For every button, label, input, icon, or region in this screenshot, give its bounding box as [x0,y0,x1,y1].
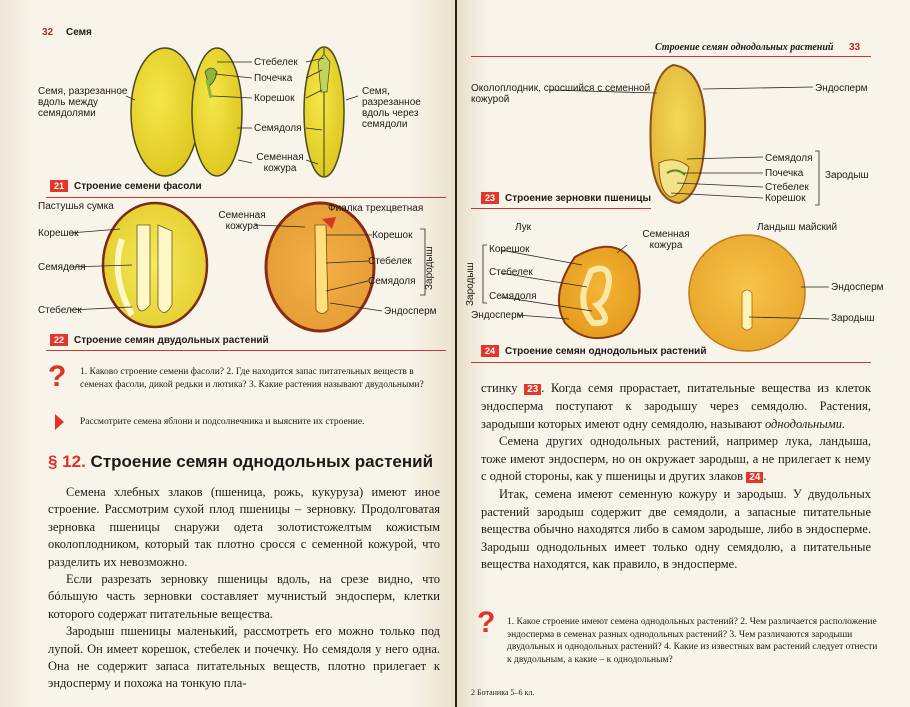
section-heading [48,452,433,472]
fig22-right-title: Фиалка трехцветная [328,203,424,214]
fig22-endosperm-label: Эндосперм [384,306,437,317]
fig22-stem-right-label: Стебелек [368,256,412,267]
fig24-seed-coat-label: Семенная кожура [642,229,690,251]
paragraph: Если разрезать зерновку пшеницы вдоль, на срезе видно, что бóльшую часть зерновки составляет мучнистый эндосперм, клетки которого содержат питательные вещества. [48,572,440,621]
fig22-seed-coat-label: Семенная кожура [218,210,266,232]
paragraph: Зародыш пшеницы маленький, рассмотреть его можно только под лупой. Он имеет корешок, стебелек и почечку. Но семядоля у него одна. Она не содержит запаса питательных веществ, плотно прилегает к эндосперму и похожа на тонкую пла- [48,624,440,691]
fig22-stem-left-label: Стебелек [38,305,82,316]
fig23-number: 23 [481,192,499,204]
divider [46,350,446,351]
divider [471,362,871,363]
fig21-right-label: Семя, разрезанное вдоль через семядоли [362,86,421,130]
paragraph: Итак, семена имеют семенную кожуру и зародыш. У двудольных растений зародыш содержит две семядоли, а запасные питательные вещества обычно находятся либо в самом зародыше, либо в эндосперме. Зародыш однодольных имеет только одну семядолю, а питательные вещества находятся, как правило, в эндосперме. [481,487,871,572]
fig24-cotyledon-label: Семядоля [489,291,537,302]
fig21-coat-label: Семенная кожура [256,152,304,174]
fig24-right-title: Ландыш майский [757,222,838,233]
fig22-root-right-label: Корешок [372,230,413,241]
right-body-text [481,380,871,573]
questions-right: 1. Какое строение имеют семена однодольных растений? 2. Чем различается расположение эндосперма в семенах разных однодольных растений? 3. Чем различаются зародыши двудольных и однодольных растений? 4. Какие из известных вам растений следует отнести к двудольным, а какие – к однодольным? [507,617,878,665]
fig24-endosperm-left-label: Эндосперм [471,310,524,321]
fig23-root-label: Корешок [765,193,806,204]
fig21-cotyledon-label: Семядоля [254,123,302,134]
paragraph: Семена хлебных злаков (пшеница, рожь, кукуруза) имеют иное строение. Рассмотрим сухой плод пшеницы – зерновку. Продолговатая зерновка пшеницы снаружи одета золотистожелтым кожистым околоплодником, который так плотно сросся с семенной кожурой, что разделить их невозможно. [48,485,440,569]
fig24-caption [481,345,706,357]
fig22-cotyledon-left-label: Семядоля [38,262,86,273]
paragraph: стинку 23 . Когда семя прорастает, питательные вещества из клеток эндосперма поступают к зародышу через семядолю. Растения, зародыши которых имеют одну семядолю, называют однодольными. [481,381,872,431]
section-number: § 12. [48,452,86,471]
fig24-left-title: Лук [515,222,532,233]
figure-ref-24: 24 [746,472,763,483]
question-mark-icon: ? [477,606,496,639]
page-number-right: 33 [849,42,861,53]
fig22-left-title: Пастушья сумка [38,201,114,212]
left-body-text [48,484,440,693]
fig24-embryo-vertical-label: Зародыш [465,262,476,306]
fig23-cotyledon-label: Семядоля [765,153,813,164]
paragraph: Семена других однодольных растений, например лука, ландыша, тоже имеют эндосперм, но он окружает зародыш, а не прилегает к нему с одной стороны, как у пшеницы и других злаков 24 . [481,434,871,484]
fig24-caption-text: Строение семян однодольных растений [505,345,707,357]
fig23-stem-label: Стебелек [765,182,809,193]
task-arrow-icon [55,414,64,430]
page-number-left: 32 [42,27,54,38]
fig21-caption [50,180,202,192]
fig22-embryo-label: Зародыш [424,246,435,290]
divider [471,208,651,209]
fig22-cotyledon-right-label: Семядоля [368,276,416,287]
questions-left: 1. Каково строение семени фасоли? 2. Где находится запас питательных веществ в семенах фасоли, дикой редьки и лютика? 3. Какие растения называют двудольными? [80,367,424,390]
fig23-embryo-label: Зародыш [825,170,869,181]
fig22-caption-text: Строение семян двудольных растений [74,334,269,346]
fig23-caption [481,192,651,204]
fig21-root-label: Корешок [254,93,295,104]
page-footer: 2 Ботаника 5–6 кл. [471,688,535,697]
fig21-caption-text: Строение семени фасоли [74,180,202,192]
fig23-pericarp-label: Околоплодник, сросшийся с семенной кожурой [471,83,651,105]
fig21-number: 21 [50,180,68,192]
fig21-left-label: Семя, разрезанное вдоль между семядолями [38,86,128,119]
fig24-endosperm-right-label: Эндосперм [831,282,884,293]
fig21-stem-label: Стебелек [254,57,298,68]
task-text: Рассмотрите семена яблони и подсолнечника и выясните их строение. [80,417,365,427]
fig24-embryo-right-label: Зародыш [831,313,875,324]
fig24-number: 24 [481,345,499,357]
fig22-root-left-label: Корешок [38,228,79,239]
right-page [457,0,910,707]
section-title: Строение семян однодольных растений [90,452,434,471]
fig23-caption-text: Строение зерновки пшеницы [505,192,651,204]
question-mark-icon: ? [48,360,67,393]
fig24-stem-label: Стебелек [489,267,533,278]
fig22-number: 22 [50,334,68,346]
fig23-endosperm-label: Эндосперм [815,83,868,94]
fig21-bud-label: Почечка [254,73,293,84]
wheat-grain-illustration [457,55,910,205]
fig24-root-label: Корешок [489,244,530,255]
fig22-caption [50,334,269,346]
running-head-left: Семя [66,27,92,38]
fig23-bud-label: Почечка [765,168,804,179]
running-head-right: Строение семян однодольных растений [655,42,834,53]
figure-ref-23: 23 [524,384,541,395]
